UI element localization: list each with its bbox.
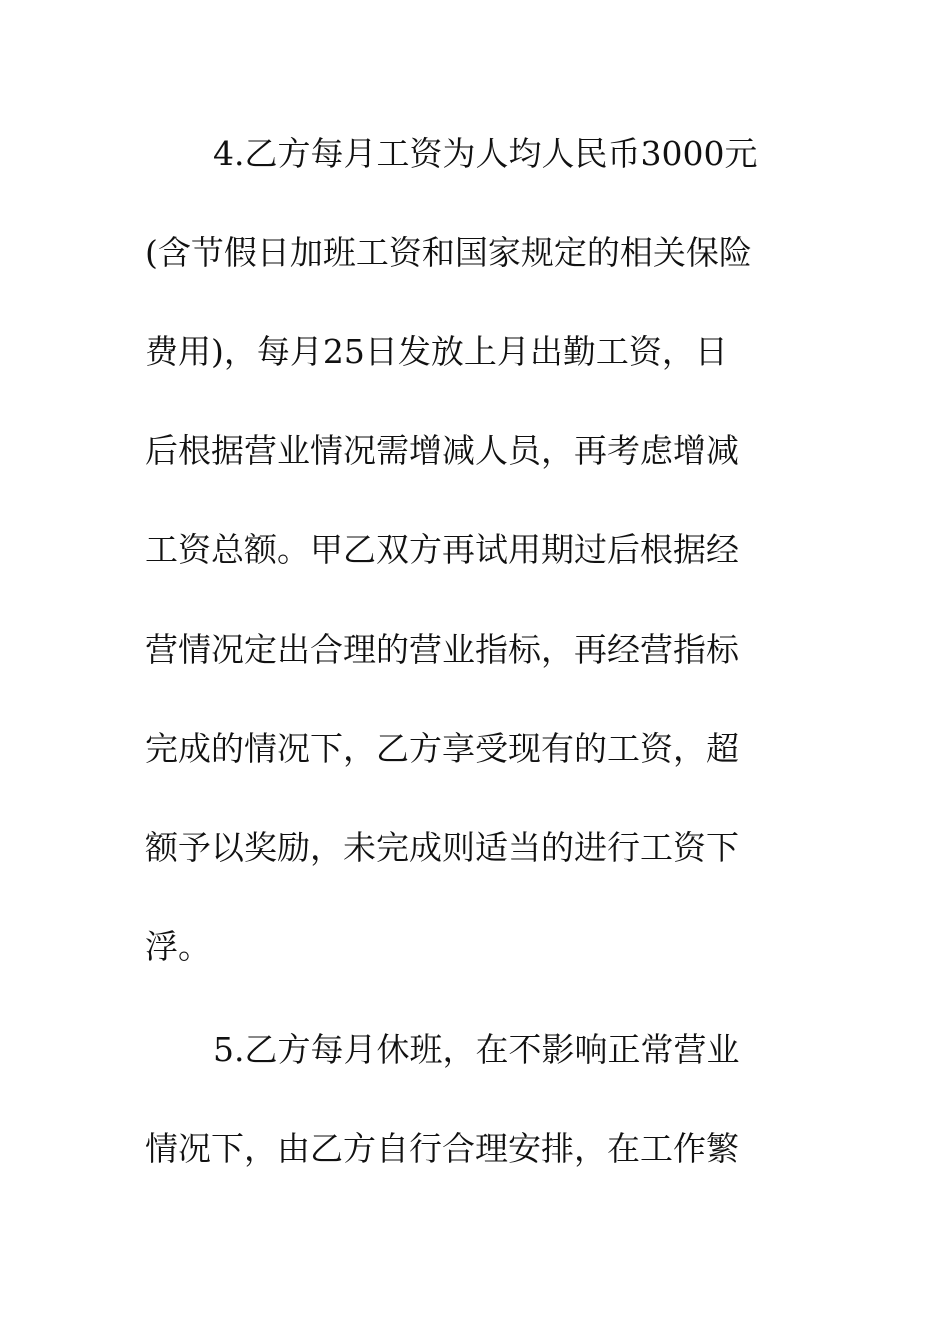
paragraph-4-line-1: 4.乙方每月工资为人均人民币3000元 bbox=[213, 134, 758, 173]
paragraph-5-line-1: 5.乙方每月休班，在不影响正常营业 bbox=[213, 1030, 740, 1069]
paragraph-4-line-9: 浮。 bbox=[145, 927, 211, 966]
paragraph-4-line-8: 额予以奖励，未完成则适当的进行工资下 bbox=[145, 828, 739, 867]
paragraph-4-line-7: 完成的情况下，乙方享受现有的工资，超 bbox=[145, 729, 739, 768]
paragraph-4-line-3: 费用)，每月25日发放上月出勤工资，日 bbox=[145, 332, 728, 371]
paragraph-4-line-4: 后根据营业情况需增减人员，再考虑增减 bbox=[145, 431, 739, 470]
paragraph-4-line-5: 工资总额。甲乙双方再试用期过后根据经 bbox=[145, 530, 739, 569]
paragraph-4-line-6: 营情况定出合理的营业指标，再经营指标 bbox=[145, 630, 739, 669]
paragraph-5-line-2: 情况下，由乙方自行合理安排，在工作繁 bbox=[145, 1129, 739, 1168]
paragraph-4-line-2: (含节假日加班工资和国家规定的相关保险 bbox=[145, 233, 752, 272]
